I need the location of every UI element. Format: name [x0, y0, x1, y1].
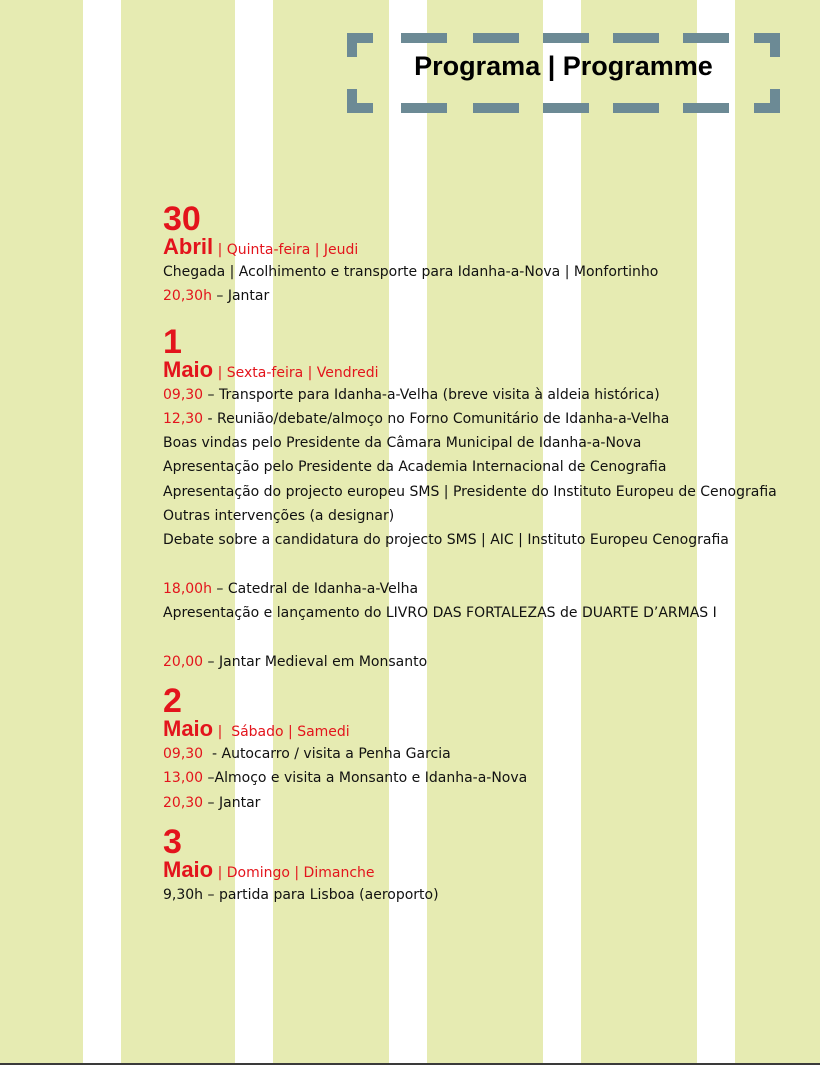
- program-list: [163, 200, 813, 907]
- title-frame: [347, 33, 780, 113]
- schedule-line: [163, 742, 813, 766]
- schedule-text: – Jantar Medieval em Monsanto: [203, 653, 428, 670]
- schedule-text: – Transporte para Idanha-a-Velha (breve visita à aldeia histórica): [203, 386, 660, 403]
- schedule-text: Apresentação e lançamento do LIVRO DAS FORTALEZAS de DUARTE D’ARMAS I: [163, 605, 717, 622]
- schedule-text: Apresentação pelo Presidente da Academia Internacional de Cenografia: [163, 459, 667, 476]
- weekday-label: | Sexta-feira | Vendredi: [213, 364, 379, 381]
- day-header: [163, 234, 813, 260]
- day-block: [163, 200, 813, 309]
- schedule-line: [163, 383, 813, 407]
- schedule-line: [163, 528, 813, 552]
- schedule-line: [163, 431, 813, 455]
- schedule-line: [163, 260, 813, 284]
- schedule-text: Apresentação do projecto europeu SMS | Presidente do Instituto Europeu de Cenografia: [163, 483, 777, 500]
- schedule-line: [163, 791, 813, 815]
- schedule-time: 12,30: [163, 410, 204, 427]
- schedule-line: [163, 650, 813, 674]
- schedule-text: Chegada | Acolhimento e transporte para Idanha-a-Nova | Monfortinho: [163, 264, 659, 280]
- day-header: [163, 716, 813, 742]
- day-number: 2: [163, 682, 182, 721]
- schedule-text: Debate sobre a candidatura do projecto SMS | AIC | Instituto Europeu Cenografia: [163, 532, 729, 549]
- day-block: [163, 322, 813, 675]
- day-number: 30: [163, 200, 201, 238]
- weekday-label: | Quinta-feira | Jeudi: [213, 242, 359, 258]
- schedule-time: 20,30: [163, 794, 204, 811]
- schedule-line: [163, 883, 813, 907]
- schedule-line: [163, 480, 813, 504]
- spacer: [163, 553, 813, 577]
- schedule-time: 20,00: [163, 653, 204, 670]
- schedule-text: – Jantar: [211, 288, 270, 305]
- schedule-text: - Autocarro / visita a Penha Garcia: [203, 746, 451, 763]
- day-number: 3: [163, 823, 182, 862]
- background-stripe: [83, 0, 121, 1065]
- schedule-text: Boas vindas pelo Presidente da Câmara Municipal de Idanha-a-Nova: [163, 435, 642, 452]
- schedule-line: [163, 407, 813, 431]
- day-header: [163, 357, 813, 383]
- schedule-time: 09,30: [163, 746, 204, 763]
- spacer: [163, 626, 813, 650]
- page-title: Programa | Programme: [414, 51, 713, 81]
- schedule-text: Outras intervenções (a designar): [163, 508, 395, 525]
- schedule-text: – Jantar: [203, 794, 261, 811]
- month-label: Maio: [163, 716, 214, 742]
- schedule-text: - Reunião/debate/almoço no Forno Comunitário de Idanha-a-Velha: [203, 410, 670, 427]
- schedule-line: [163, 504, 813, 528]
- month-label: Maio: [163, 356, 214, 382]
- schedule-line: [163, 601, 813, 625]
- day-block: [163, 682, 813, 815]
- month-label: Maio: [163, 857, 214, 883]
- day-block: [163, 823, 813, 907]
- month-label: Abril: [163, 234, 214, 259]
- schedule-time: 13,00: [163, 770, 204, 787]
- schedule-time: 09,30: [163, 386, 204, 403]
- schedule-line: [163, 577, 813, 601]
- schedule-time: 18,00h: [163, 580, 212, 597]
- day-header: [163, 857, 813, 883]
- weekday-label: | Sábado | Samedi: [213, 724, 350, 741]
- schedule-text: – Catedral de Idanha-a-Velha: [211, 580, 419, 597]
- schedule-text: 9,30h – partida para Lisboa (aeroporto): [163, 887, 439, 904]
- schedule-time: 20,30h: [163, 288, 212, 305]
- schedule-line: [163, 455, 813, 479]
- schedule-line: [163, 284, 813, 308]
- schedule-line: [163, 766, 813, 790]
- schedule-text: –Almoço e visita a Monsanto e Idanha-a-Nova: [203, 770, 528, 787]
- weekday-label: | Domingo | Dimanche: [213, 865, 375, 882]
- day-number: 1: [163, 322, 182, 361]
